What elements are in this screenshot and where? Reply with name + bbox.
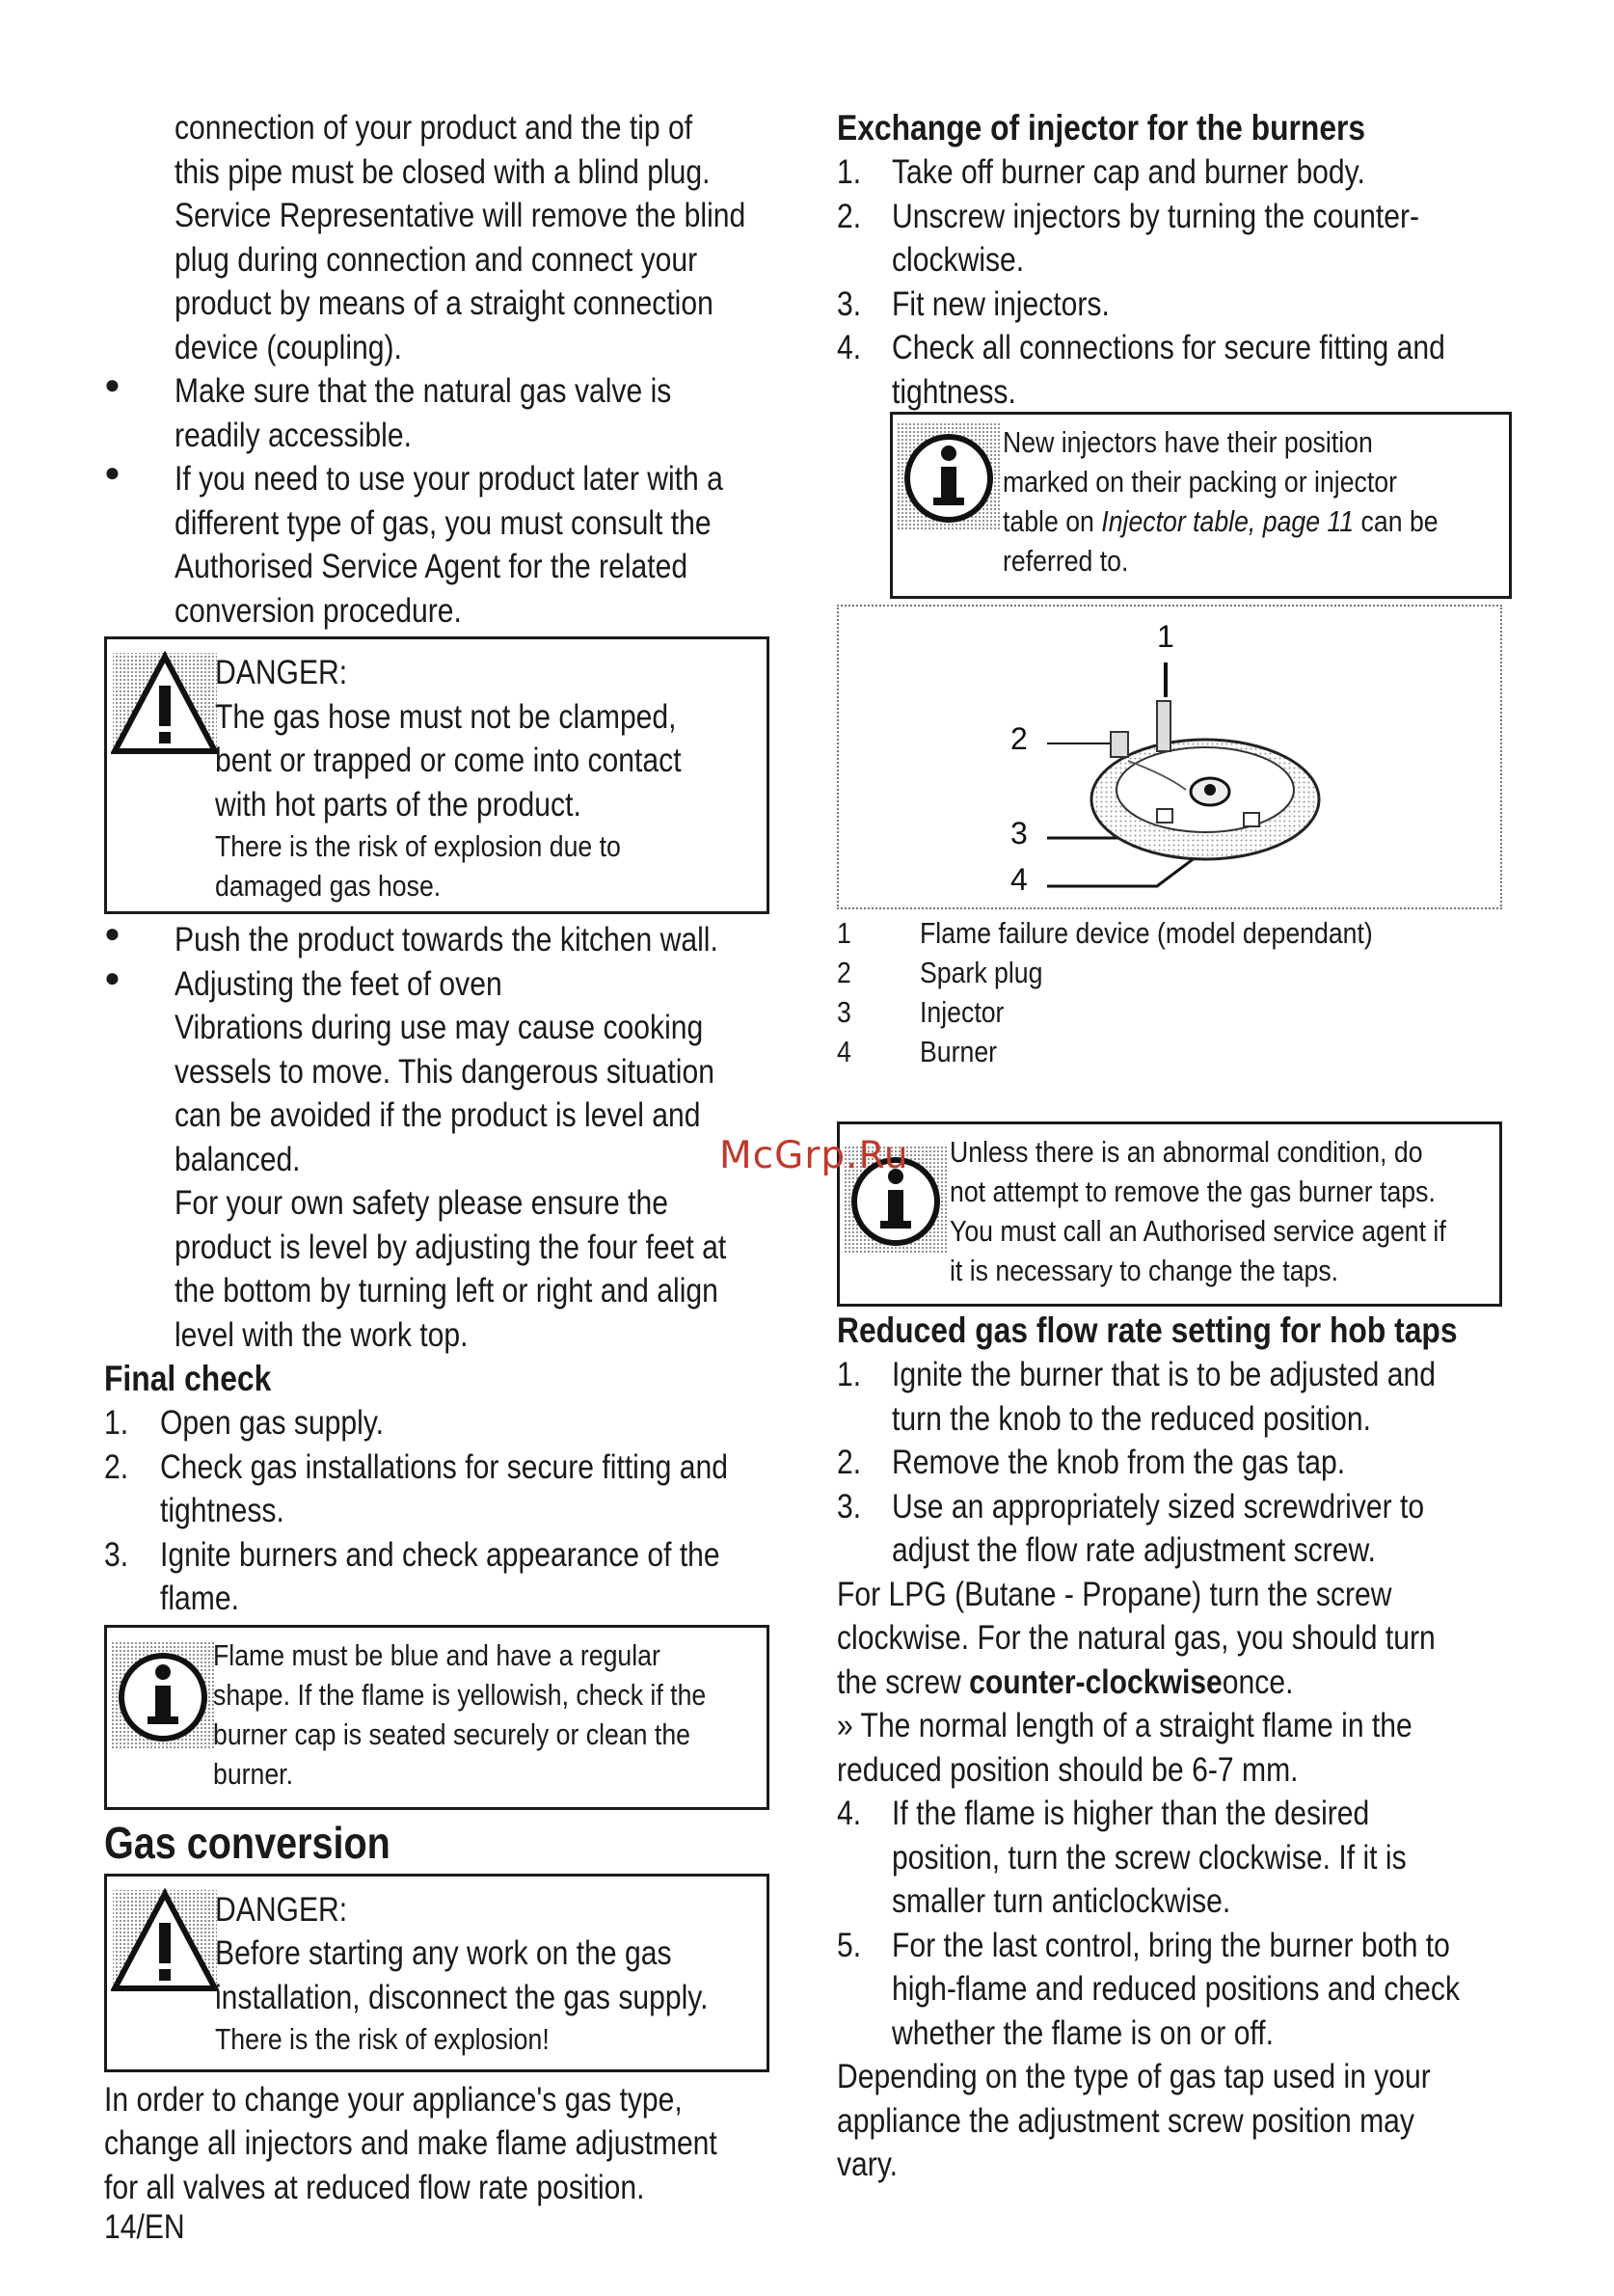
text-fragment: table on [1003, 504, 1102, 538]
danger-title: DANGER: [215, 654, 348, 691]
numbered-item [104, 1401, 769, 1445]
item-number: 1. [104, 1404, 129, 1442]
text-line: different type of gas, you must consult the [175, 503, 712, 542]
bullet-icon: ● [104, 961, 121, 992]
info-box-taps [837, 1121, 1502, 1307]
legend-row [837, 1032, 1512, 1071]
text-line: shape. If the flame is yellowish, check if the [213, 1677, 707, 1712]
text-line: damaged gas hose. [215, 869, 442, 903]
danger-text [215, 1888, 789, 2060]
text-line: Make sure that the natural gas valve is [175, 372, 672, 410]
text-line: Take off burner cap and burner body. [892, 153, 1365, 191]
numbered-item [104, 1533, 769, 1621]
lpg-paragraph [837, 1573, 1512, 1705]
bullet-icon: ● [104, 457, 121, 487]
bullet-icon: ● [104, 918, 121, 948]
text-line: position, turn the screw clockwise. If it is [892, 1838, 1407, 1877]
text-line: Push the product towards the kitchen wall. [175, 921, 718, 959]
text-line: level with the work top. [175, 1315, 469, 1354]
text-line: Flame must be blue and have a regular [213, 1637, 660, 1672]
injector-nozzle-shape [1204, 784, 1216, 796]
numbered-item [837, 283, 1512, 327]
text-line: burner cap is seated securely or clean the [213, 1716, 690, 1751]
numbered-item [837, 1353, 1512, 1441]
text-fragment: once. [1222, 1662, 1294, 1701]
text-line: Authorised Service Agent for the related [175, 548, 688, 585]
final-check-heading: Final check [104, 1359, 272, 1398]
emphasis-text: counter-clockwise [969, 1662, 1223, 1701]
info-text [950, 1132, 1527, 1290]
text-line: smaller turn anticlockwise. [892, 1882, 1231, 1920]
warning-icon [111, 1888, 219, 1997]
text-line: If the flame is higher than the desired [892, 1795, 1370, 1832]
text-line: vessels to move. This dangerous situation [175, 1052, 714, 1091]
text-line: Check all connections for secure fitting and [892, 329, 1445, 366]
normal-length-paragraph [837, 1704, 1512, 1792]
legend-row [837, 953, 1512, 992]
text-line: appliance the adjustment screw position may [837, 2101, 1414, 2140]
text-line: Remove the knob from the gas tap. [892, 1444, 1346, 1481]
text-line: the bottom by turning left or right and align [175, 1272, 718, 1310]
text-line: device (coupling). [175, 328, 402, 366]
item-number: 4. [837, 329, 862, 366]
text-line: Service Representative will remove the blind [175, 197, 746, 234]
text-line: installation, disconnect the gas supply. [215, 1978, 709, 2016]
item-number: 4. [837, 1795, 862, 1832]
numbered-item [837, 1441, 1512, 1485]
burner-foot-shape [1244, 813, 1259, 826]
subheading: Adjusting the feet of oven [175, 964, 502, 1003]
figure-label-4: 4 [1010, 862, 1028, 897]
text-line: connection of your product and the tip of [175, 109, 693, 147]
legend-row [837, 913, 1512, 953]
item-number: 3. [837, 1487, 862, 1526]
bullet-icon: ● [104, 369, 121, 399]
injector-table-link[interactable]: Injector table, page 11 [1101, 504, 1355, 538]
text-line: Ignite burners and check appearance of the [160, 1535, 720, 1574]
text-fragment: the screw [837, 1662, 970, 1701]
info-box-injectors [890, 412, 1512, 599]
text-line: For your own safety please ensure the [175, 1184, 668, 1222]
bullet-item [104, 369, 769, 457]
left-column [104, 106, 769, 2209]
flame-failure-device-shape [1157, 701, 1170, 751]
text-line: » The normal length of a straight flame in the [837, 1707, 1412, 1744]
text-line: Ignite the burner that is to be adjusted and [892, 1356, 1436, 1393]
legend-row [837, 992, 1512, 1032]
danger-box-hose [104, 636, 769, 914]
text-line: There is the risk of explosion due to [215, 829, 621, 863]
text-line: vary. [837, 2146, 898, 2183]
figure-label-3: 3 [1010, 816, 1028, 851]
numbered-item [837, 1792, 1512, 1924]
text-line: it is necessary to change the taps. [950, 1254, 1339, 1287]
figure-legend [837, 913, 1512, 1071]
item-number: 2. [104, 1447, 129, 1486]
text-line: for all valves at reduced flow rate position. [104, 2168, 645, 2206]
danger-text [215, 651, 757, 905]
page-number: 14/EN [104, 2208, 185, 2246]
info-icon [111, 1641, 217, 1754]
burner-illustration [839, 607, 1500, 907]
text-line: conversion procedure. [175, 591, 462, 630]
legend-label: Spark plug [920, 956, 1043, 989]
item-number: 1. [837, 1356, 862, 1393]
text-line: bent or trapped or come into contact [215, 742, 682, 779]
warning-icon [111, 651, 219, 760]
info-text [213, 1635, 786, 1794]
legend-label: Burner [920, 1035, 998, 1068]
info-icon [897, 422, 1003, 535]
text-line: Open gas supply. [160, 1404, 385, 1442]
gas-conversion-heading: Gas conversion [104, 1817, 390, 1868]
burner-foot-shape [1157, 809, 1172, 823]
text-line: product is level by adjusting the four feet at [175, 1228, 727, 1266]
info-box-flame [104, 1625, 769, 1810]
text-line: flame. [160, 1580, 239, 1617]
bullet-item [104, 457, 769, 633]
text-line: Vibrations during use may cause cooking [175, 1009, 704, 1046]
text-fragment: can be [1354, 504, 1439, 538]
text-line: readily accessible. [175, 416, 412, 454]
figure-label-2: 2 [1010, 721, 1028, 756]
text-line: reduced position should be 6-7 mm. [837, 1750, 1299, 1789]
text-line: turn the knob to the reduced position. [892, 1399, 1371, 1438]
legend-number: 1 [837, 916, 851, 950]
text-line: Unless there is an abnormal condition, do [950, 1135, 1423, 1169]
legend-number: 4 [837, 1035, 851, 1068]
text-line: marked on their packing or injector [1003, 465, 1397, 499]
text-line: not attempt to remove the gas burner taps. [950, 1175, 1436, 1208]
reduced-flow-heading: Reduced gas flow rate setting for hob taps [837, 1310, 1458, 1350]
closing-paragraph [837, 2055, 1512, 2187]
numbered-item [104, 1445, 769, 1533]
text-line: balanced. [175, 1140, 301, 1178]
item-number: 3. [104, 1535, 129, 1574]
text-line: You must call an Authorised service agent if [950, 1214, 1446, 1248]
bullet-item [104, 962, 769, 1358]
text-line: Check gas installations for secure fitting and [160, 1447, 728, 1486]
legend-label: Injector [920, 995, 1005, 1029]
text-line: In order to change your appliance's gas type, [104, 2080, 683, 2119]
text-line: New injectors have their position [1003, 425, 1373, 459]
text-line [837, 1661, 1417, 1705]
text-line: clockwise. For the natural gas, you should turn [837, 1619, 1436, 1657]
text-line: Before starting any work on the gas [215, 1934, 672, 1972]
legend-label: Flame failure device (model dependant) [920, 916, 1373, 950]
text-line: can be avoided if the product is level and [175, 1096, 701, 1134]
info-text [1003, 422, 1509, 581]
text-line: If you need to use your product later with a [175, 460, 723, 498]
numbered-item [837, 195, 1512, 283]
text-line: Unscrew injectors by turning the counter- [892, 197, 1420, 235]
text-line: change all injectors and make flame adjustment [104, 2124, 717, 2162]
text-line: adjust the flow rate adjustment screw. [892, 1531, 1376, 1569]
numbered-item [837, 1924, 1512, 2056]
text-line: clockwise. [892, 241, 1025, 279]
legend-number: 2 [837, 956, 851, 989]
burner-figure [837, 605, 1502, 909]
spark-plug-shape [1111, 732, 1128, 757]
text-line: For LPG (Butane - Propane) turn the screw [837, 1575, 1392, 1613]
text-line: whether the flame is on or off. [892, 2013, 1274, 2052]
text-line: The gas hose must not be clamped, [215, 697, 677, 736]
text-line: referred to. [1003, 544, 1129, 578]
text-line: high-flame and reduced positions and check [892, 1970, 1461, 2008]
text-line: There is the risk of explosion! [215, 2022, 550, 2056]
text-line: tightness. [160, 1492, 284, 1529]
item-number: 5. [837, 1926, 862, 1964]
danger-title: DANGER: [215, 1890, 348, 1929]
text-line: Depending on the type of gas tap used in your [837, 2058, 1431, 2095]
danger-box-conversion [104, 1874, 769, 2072]
numbered-item [837, 150, 1512, 195]
text-line: Fit new injectors. [892, 284, 1110, 323]
text-line [1003, 501, 1439, 541]
item-number: 2. [837, 197, 862, 235]
item-number: 3. [837, 284, 862, 323]
bullet-item [104, 918, 769, 962]
text-line: For the last control, bring the burner both to [892, 1926, 1450, 1964]
legend-number: 3 [837, 995, 851, 1029]
text-line: this pipe must be closed with a blind plug. [175, 152, 711, 191]
item-number: 2. [837, 1444, 862, 1481]
text-line: Use an appropriately sized screwdriver to [892, 1487, 1425, 1526]
text-line: with hot parts of the product. [215, 785, 581, 824]
text-line: product by means of a straight connection [175, 284, 713, 322]
numbered-item [837, 1485, 1512, 1573]
item-number: 1. [837, 153, 862, 191]
right-column [837, 106, 1512, 2187]
continued-text [104, 106, 769, 369]
numbered-item [837, 326, 1512, 414]
text-line: tightness. [892, 372, 1016, 411]
figure-label-1: 1 [1157, 619, 1174, 654]
closing-paragraph [104, 2078, 769, 2210]
text-line: plug during connection and connect your [175, 240, 698, 279]
watermark: McGrp.Ru [719, 1134, 909, 1177]
injector-heading: Exchange of injector for the burners [837, 108, 1366, 148]
text-line: burner. [213, 1756, 294, 1791]
